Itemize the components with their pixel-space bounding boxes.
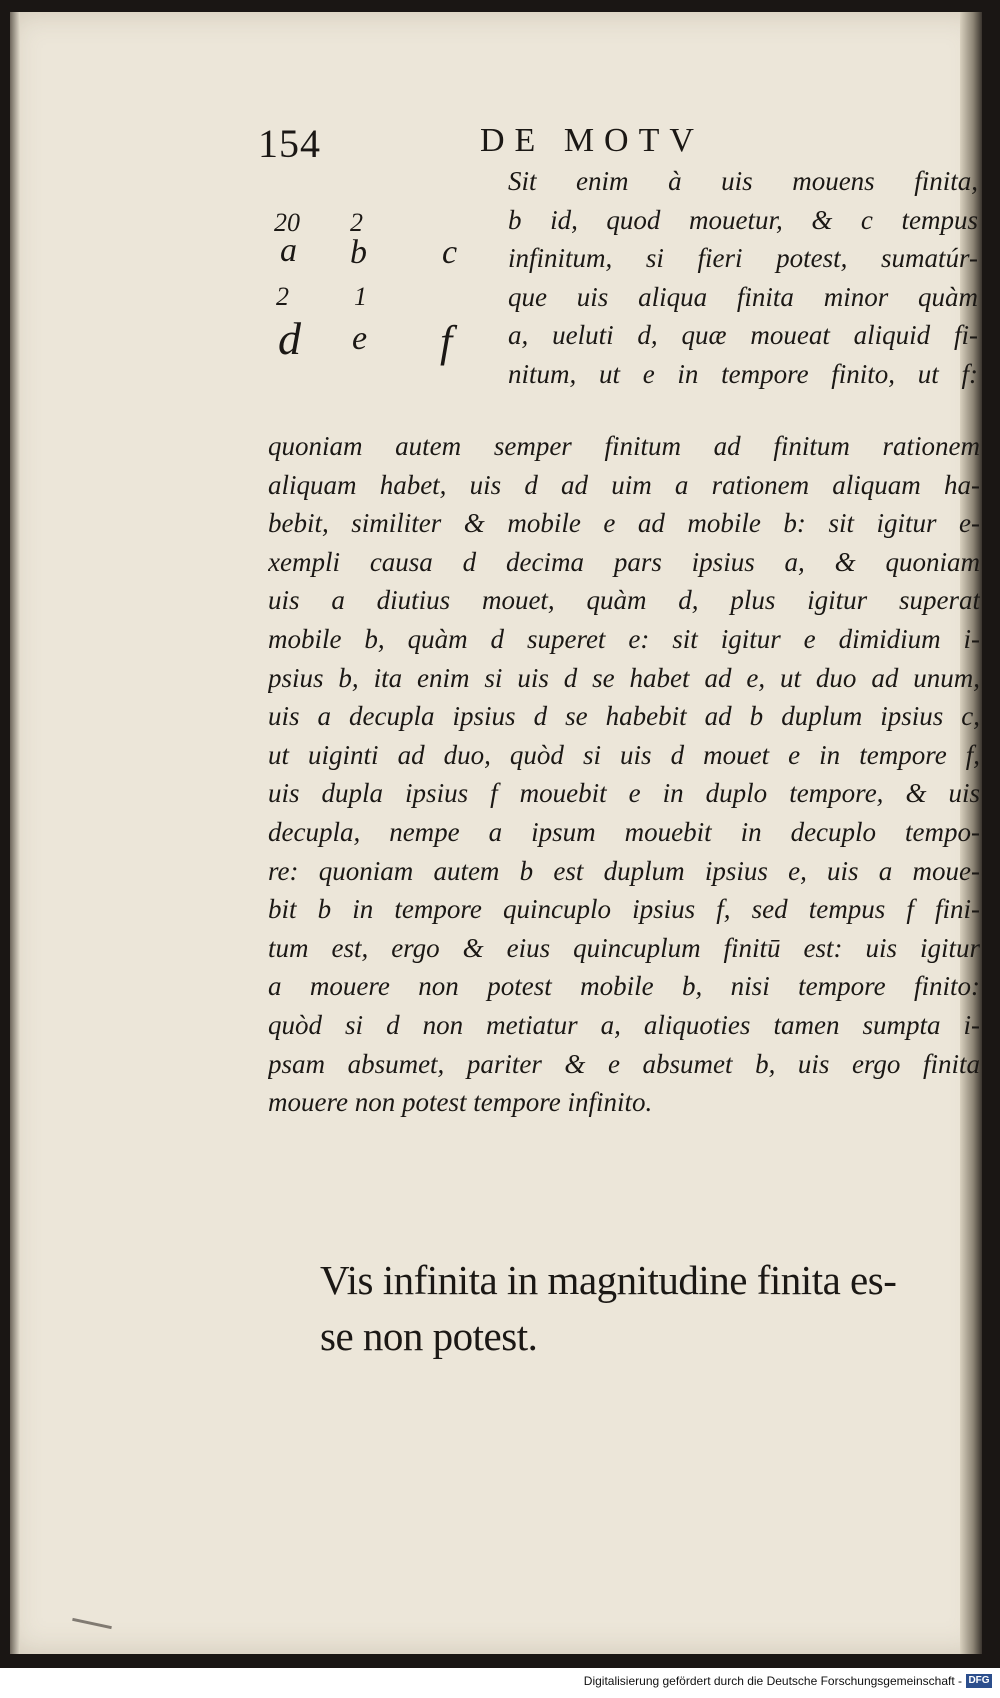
- text-line: psius b, ita enim si uis d se habet ad e, ut duo ad unum,: [268, 662, 980, 693]
- diagram-number: 2: [350, 208, 363, 237]
- text-line: uis a diutius mouet, quàm d, plus igitur superat: [268, 585, 980, 616]
- text-line: mouere non potest tempore infinito.: [268, 1087, 653, 1118]
- page-edge-shadow: [10, 12, 20, 1654]
- heading-line: Vis infinita in magnitudine finita es-: [320, 1257, 897, 1303]
- paragraph-narrow: [508, 162, 978, 394]
- section-heading: [320, 1252, 960, 1364]
- book-page: [10, 12, 982, 1654]
- text-line: xempli causa d decima pars ipsius a, & quoniam: [268, 546, 980, 577]
- text-line: ut uiginti ad duo, quòd si uis d mouet e in tempore f,: [268, 739, 980, 770]
- text-line: nitum, ut e in tempore finito, ut f:: [508, 358, 978, 389]
- proportion-diagram: [270, 208, 490, 392]
- heading-line: se non potest.: [320, 1313, 538, 1359]
- text-line: aliquam habet, uis d ad uim a rationem aliquam ha-: [268, 469, 980, 500]
- text-line: que uis aliqua finita minor quàm: [508, 281, 978, 312]
- text-line: infinitum, si fieri potest, sumatúr-: [508, 243, 978, 274]
- diagram-letter: e: [352, 320, 368, 357]
- diagram-number: 20: [274, 208, 300, 237]
- text-line: a, ueluti d, quæ moueat aliquid fi-: [508, 320, 978, 351]
- diagram-letter: a: [280, 232, 297, 269]
- text-line: decupla, nempe a ipsum mouebit in decuplo tempo-: [268, 816, 980, 847]
- text-line: uis dupla ipsius f mouebit e in duplo tempore, & uis: [268, 778, 980, 809]
- diagram-letter: b: [350, 234, 367, 271]
- diagram-number: 2: [276, 282, 289, 311]
- text-line: a mouere non potest mobile b, nisi tempore finito:: [268, 971, 980, 1002]
- text-line: psam absumet, pariter & e absumet b, uis ergo finita: [268, 1048, 980, 1079]
- diagram-letter: d: [278, 313, 301, 364]
- diagram-letter: c: [442, 234, 458, 271]
- text-line: re: quoniam autem b est duplum ipsius e, uis a moue-: [268, 855, 980, 886]
- text-line: Sit enim à uis mouens finita,: [508, 166, 978, 196]
- running-title: DE MOTV: [480, 122, 704, 159]
- text-line: bebit, similiter & mobile e ad mobile b: sit igitur e-: [268, 508, 980, 539]
- page-number: 154: [258, 121, 321, 166]
- text-line: b id, quod mouetur, & c tempus: [508, 204, 978, 235]
- text-line: quoniam autem semper finitum ad finitum rationem: [268, 431, 980, 461]
- diagram-letter: f: [440, 317, 453, 366]
- text-line: quòd si d non metiatur a, aliquoties tamen sumpta i-: [268, 1009, 980, 1040]
- digitization-credit: Digitalisierung gefördert durch die Deutsche Forschungsgemeinschaft -: [583, 1674, 962, 1688]
- dfg-logo: DFG: [966, 1674, 992, 1688]
- text-line: mobile b, quàm d superet e: sit igitur e dimidium i-: [268, 623, 980, 654]
- text-line: tum est, ergo & eius quincuplum finitū est: uis igitur: [268, 932, 980, 963]
- ink-smudge: [72, 1618, 112, 1629]
- diagram-number: 1: [354, 282, 367, 311]
- paragraph-wide: [268, 427, 980, 1122]
- text-line: bit b in tempore quincuplo ipsius f, sed tempus f fini-: [268, 894, 980, 925]
- text-line: uis a decupla ipsius d se habebit ad b duplum ipsius c,: [268, 701, 980, 732]
